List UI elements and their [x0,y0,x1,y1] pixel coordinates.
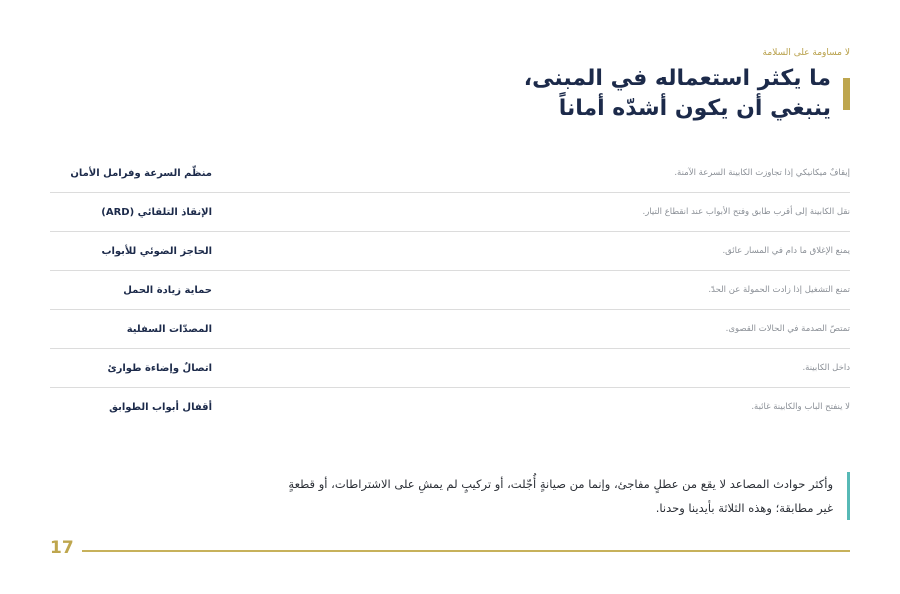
page-title [524,64,831,124]
title-line-2: ينبغي أن يكون أشدّه أماناً [558,96,831,121]
feature-description: نقل الكابينة إلى أقرب طابق وفتح الأبواب عند انقطاع التيار. [642,207,850,217]
quote-accent-bar [847,472,850,520]
feature-row [50,154,850,193]
feature-name: الإنقاذ التلقائي (ARD) [101,206,212,218]
feature-name: اتصالٌ وإضاءة طوارئ [107,362,212,374]
title-line-1: ما يكثر استعماله في المبنى، [523,66,831,91]
feature-name: حماية زيادة الحمل [123,284,212,296]
callout-quote [210,472,850,520]
feature-row [50,310,850,349]
feature-description: يمنع الإغلاق ما دام في المسار عائق. [722,246,850,256]
quote-text [288,472,833,520]
safety-features-list [50,154,850,426]
feature-description: لا ينفتح الباب والكابينة غائبة. [751,402,850,412]
title-block [524,64,850,124]
feature-name: أقفال أبواب الطوابق [109,401,212,413]
page-number: 17 [50,538,74,558]
footer-rule [82,550,850,552]
quote-line-2: غير مطابقة؛ وهذه الثلاثة بأيدينا وحدنا. [655,501,833,515]
feature-name: الحاجز الضوئي للأبواب [101,245,212,257]
feature-description: داخل الكابينة. [802,363,850,373]
feature-description: تمتصّ الصدمة في الحالات القصوى. [725,324,850,334]
section-eyebrow: لا مساومة على السلامة [762,48,850,58]
feature-row [50,349,850,388]
quote-line-1: وأكثر حوادث المصاعد لا يقع من عطلٍ مفاجئ، وإنما من صيانةٍ أُجّلت، أو تركيبٍ لم يمشِ على الاشتراطات، أو قطعةٍ [288,477,833,491]
feature-row [50,193,850,232]
feature-name: منظّم السرعة وفرامل الأمان [70,167,212,179]
feature-row [50,388,850,426]
feature-description: إيقافٌ ميكانيكي إذا تجاوزت الكابينة السرعة الآمنة. [674,168,850,178]
feature-description: تمنع التشغيل إذا زادت الحمولة عن الحدّ. [708,285,850,295]
feature-name: المصدّات السفلية [126,323,212,335]
feature-row [50,232,850,271]
feature-row [50,271,850,310]
title-accent-bar [843,78,850,110]
